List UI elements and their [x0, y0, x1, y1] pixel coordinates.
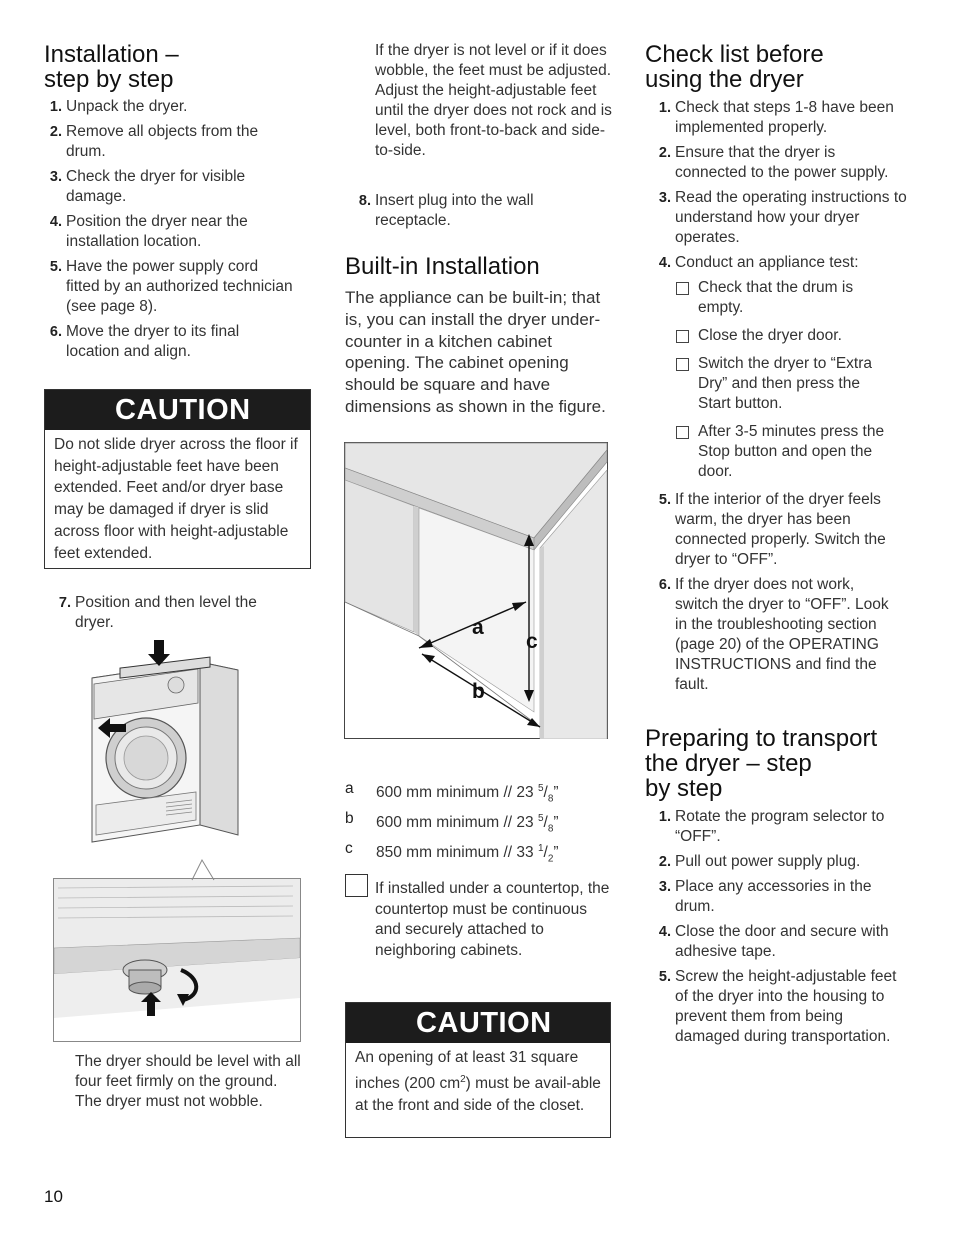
list-item: 3. Read the operating instructions to understand how your dryer operates. — [658, 189, 907, 246]
builtin-dimensions-figure — [344, 442, 608, 739]
installation-heading: Installation – step by step — [44, 41, 179, 93]
installation-section — [44, 42, 314, 367]
dimension-row: b 600 mm minimum // 23 $^5/_8$” — [345, 810, 559, 835]
caution-text: Do not slide dryer across the floor if height-adjustable feet have been extended. Feet and/or dryer base may be damaged if dryer is slid across floor with height-adjustable feet extended. — [54, 436, 298, 562]
transport-steps — [653, 807, 908, 1047]
checklist-heading: Check list before using the dryer — [645, 41, 824, 93]
builtin-text: The appliance can be built-in; that is, you can install the dryer under-counter in a kitchen cabinet opening. The cabinet opening should be square and have dimensions as shown in the figure. — [345, 288, 606, 416]
callout-line — [190, 856, 220, 882]
caution-box-opening — [345, 1002, 611, 1138]
list-item: 2. Remove all objects from the drum. — [49, 123, 259, 160]
wobble-note: If the dryer is not level or if it does wobble, the feet must be adjusted. Adjust the height-adjustable feet until the dryer does not rock and is level, both front-to-back and side-to-side. — [375, 42, 612, 159]
builtin-heading: Built-in Installation — [345, 253, 540, 280]
list-item: 4. Close the door and secure with adhesive tape. — [658, 923, 889, 960]
list-item: 2. Pull out power supply plug. — [658, 853, 861, 870]
checklist-item: Switch the dryer to “Extra Dry” and then press the Start button. — [676, 354, 891, 414]
dryer-illustration — [80, 640, 250, 880]
caution-title: CAUTION — [45, 390, 310, 430]
transport-heading: Preparing to transport the dryer – step by step — [645, 725, 878, 802]
list-item: 5. Screw the height-adjustable feet of the dryer into the housing to prevent them from being damaged during transportation. — [658, 968, 897, 1045]
checklist-item: Close the dryer door. — [676, 326, 891, 346]
step-7 — [53, 593, 283, 638]
list-item: 8. Insert plug into the wall receptacle. — [358, 192, 534, 229]
list-item: 6. Move the dryer to its final location and align. — [49, 323, 240, 360]
dimension-row: a 600 mm minimum // 23 $^5/_8$” — [345, 780, 559, 805]
checkbox-icon — [676, 330, 689, 343]
list-item: 1. Rotate the program selector to “OFF”. — [658, 808, 885, 845]
caution-text: An opening of at least 31 square inches (200 $cm^2$) must be avail-able at the front and side of the closet. — [355, 1049, 601, 1114]
list-item: 3. Check the dryer for visible damage. — [49, 168, 246, 205]
transport-section — [645, 726, 915, 1052]
caution-title: CAUTION — [346, 1003, 610, 1043]
list-item: 2. Ensure that the dryer is connected to the power supply. — [658, 144, 889, 181]
figure-label-b: b — [472, 680, 485, 703]
checklist-item: Check that the drum is empty. — [676, 278, 891, 318]
installation-steps — [44, 97, 294, 362]
list-item: 4. Conduct an appliance test: — [658, 254, 859, 271]
dimension-row: c 850 mm minimum // 33 $^1/_2$” — [345, 840, 559, 865]
checklist-steps-continued — [653, 490, 893, 695]
list-item: 3. Place any accessories in the drum. — [658, 878, 872, 915]
list-item: 7. Position and then level the dryer. — [58, 594, 257, 631]
list-item: 6. If the dryer does not work, switch the dryer to “OFF”. Look in the troubleshooting section (page 20) of the OPERATING INSTRUCTIONS and find the fault. — [658, 576, 889, 693]
list-item: 5. If the interior of the dryer feels warm, the dryer has been connected properly. Switch the dryer to “OFF”. — [658, 491, 886, 568]
list-item: 1. Unpack the dryer. — [49, 98, 188, 115]
checkbox-icon — [676, 358, 689, 371]
checkbox-icon — [676, 282, 689, 295]
checklist-steps — [653, 98, 908, 273]
countertop-note: If installed under a countertop, the countertop must be continuous and securely attached to neighboring cabinets. — [375, 880, 610, 959]
dimensions-list — [345, 779, 615, 869]
list-item: 1. Check that steps 1-8 have been implemented properly. — [658, 99, 894, 136]
caution-box-feet — [44, 389, 311, 569]
figure-label-a: a — [472, 616, 484, 639]
checklist-section — [645, 42, 915, 700]
figure-label-c: c — [526, 630, 538, 653]
level-note: The dryer should be level with all four feet firmly on the ground. The dryer must not wobble. — [75, 1053, 301, 1110]
list-item: 5. Have the power supply cord fitted by an authorized technician (see page 8). — [49, 258, 293, 315]
note-box-icon — [345, 874, 368, 897]
checkbox-icon — [676, 426, 689, 439]
list-item: 4. Position the dryer near the installation location. — [49, 213, 248, 250]
step-8 — [353, 191, 593, 236]
page-number: 10 — [44, 1187, 63, 1206]
foot-closeup-illustration — [53, 878, 301, 1042]
checklist-item: After 3-5 minutes press the Stop button and open the door. — [676, 422, 891, 482]
appliance-test-checklist — [676, 278, 891, 482]
